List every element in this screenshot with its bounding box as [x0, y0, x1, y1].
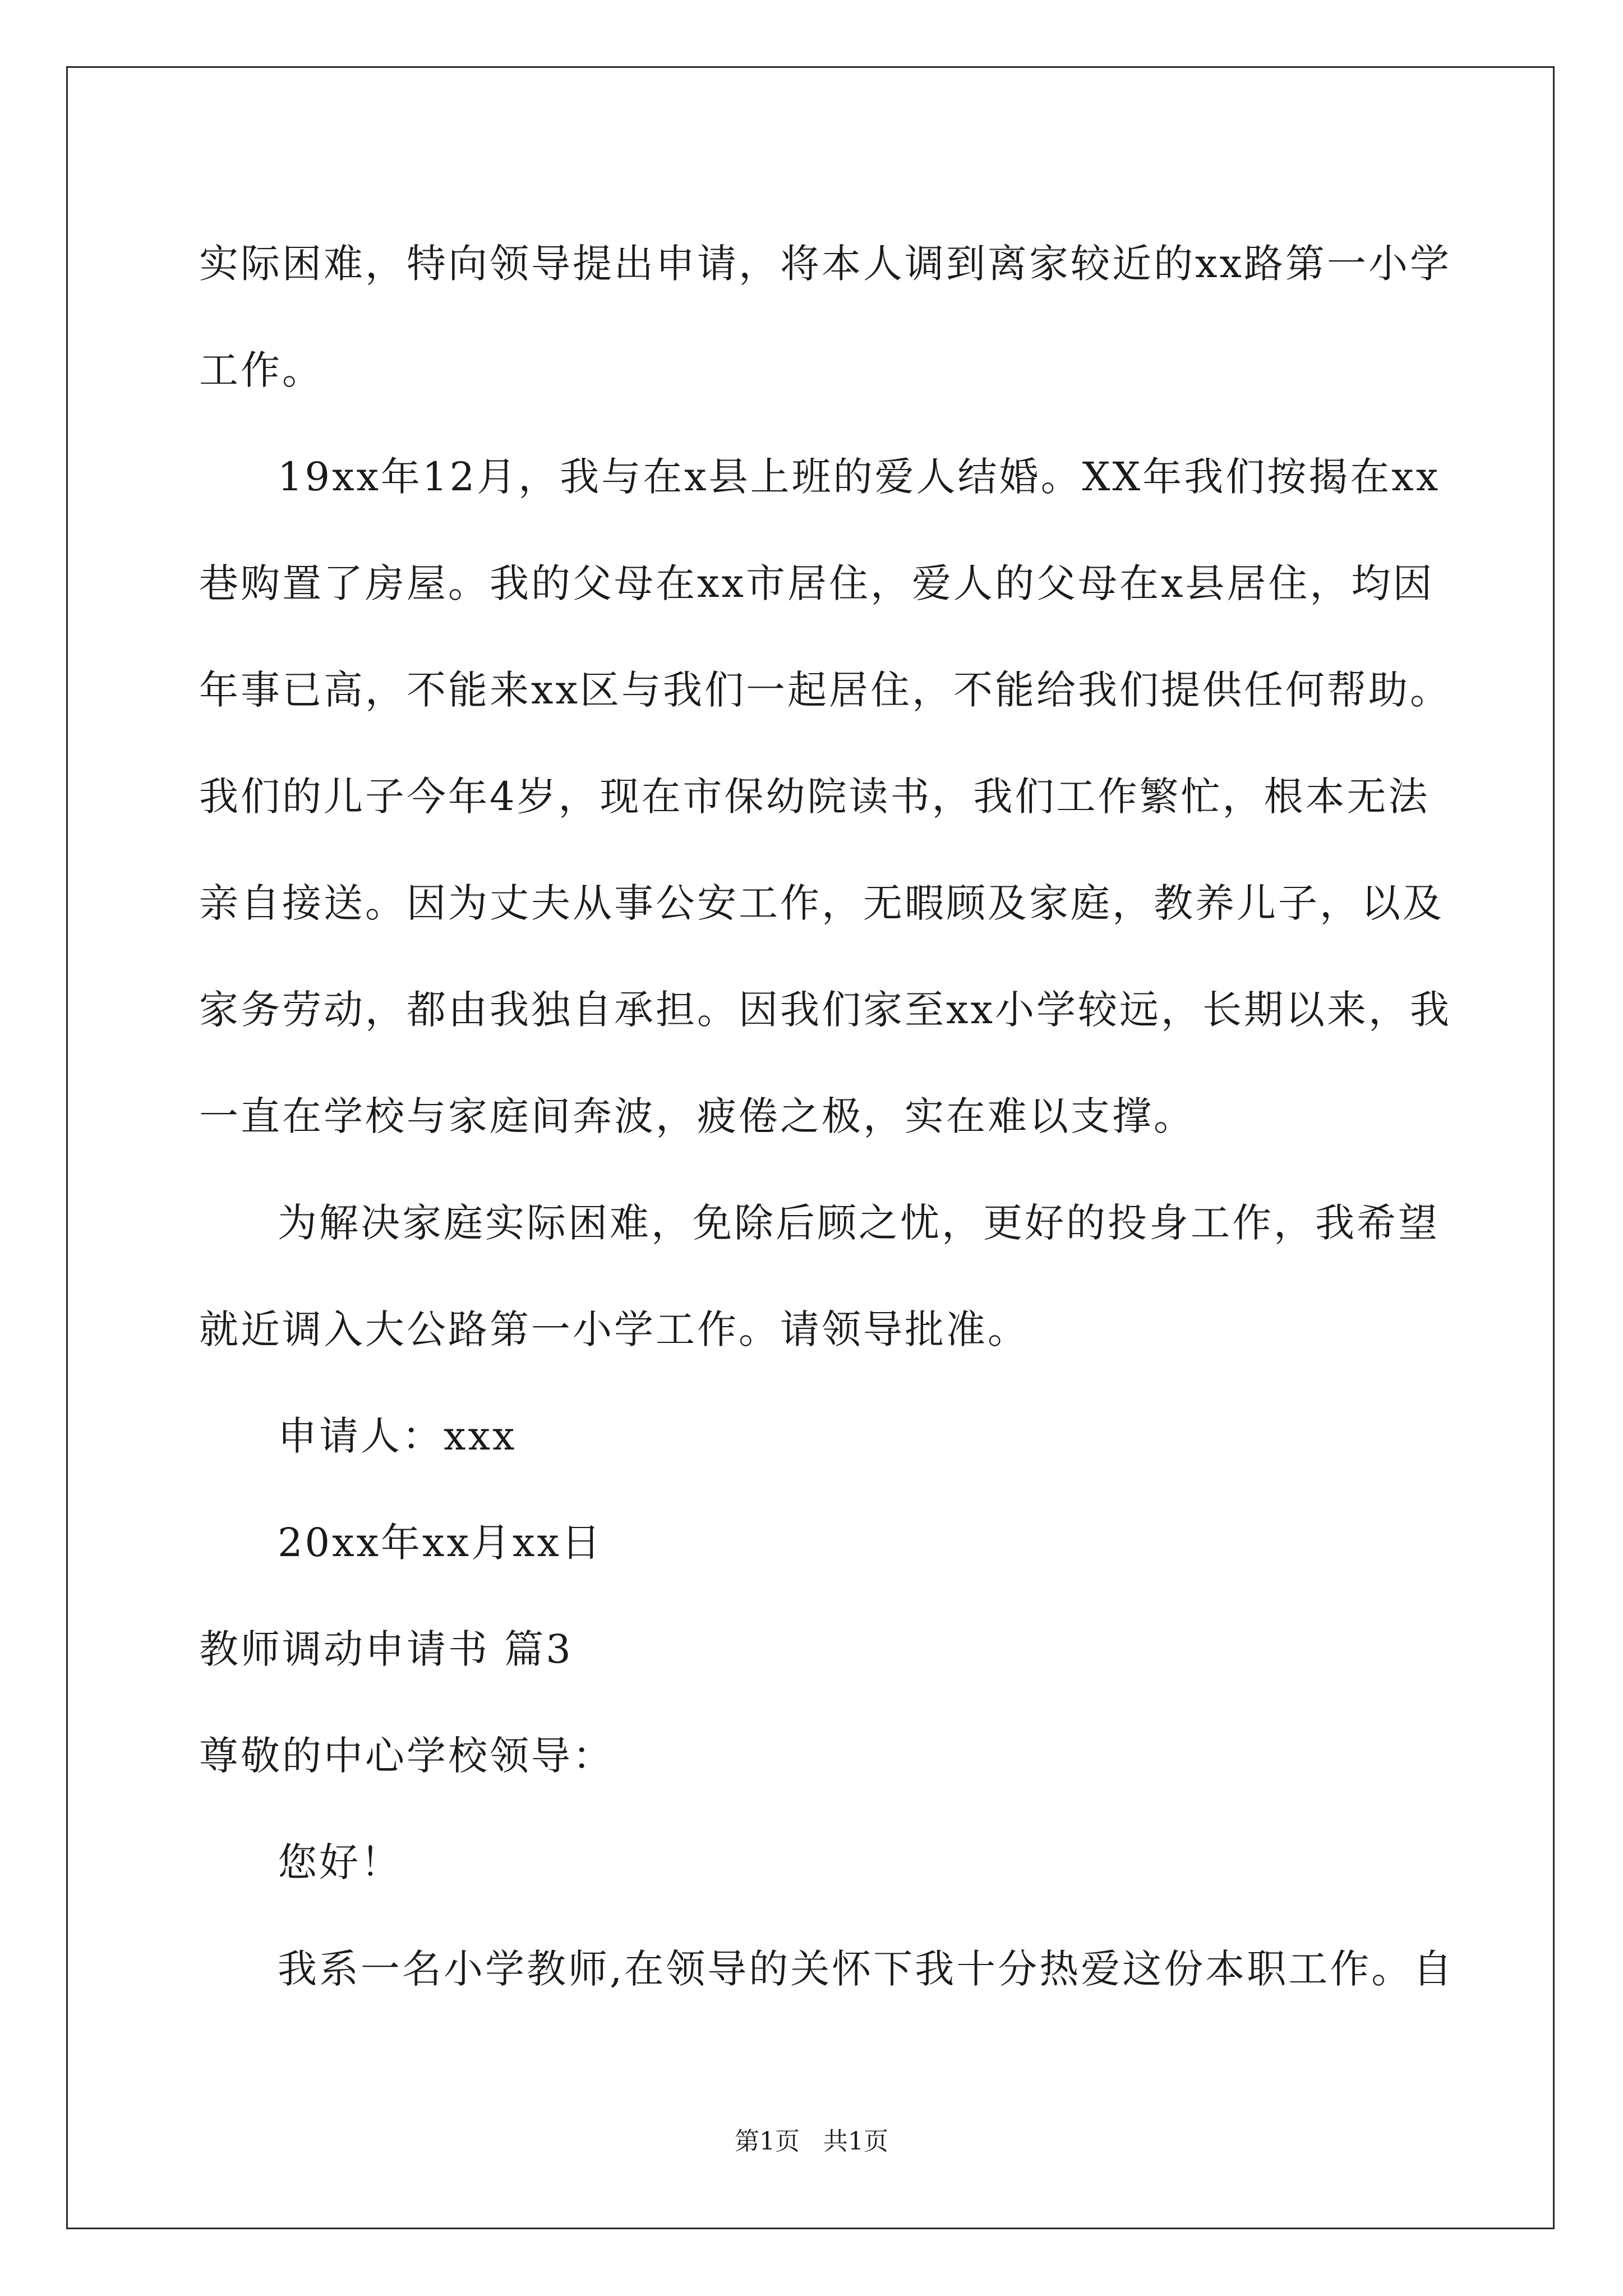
text-line: 我系一名小学教师,在领导的关怀下我十分热爱这份本职工作。自 — [278, 1946, 1455, 1992]
text-line: 19xx年12月，我与在x县上班的爱人结婚。XX年我们按揭在xx — [278, 454, 1441, 500]
greeting: 您好！ — [278, 1839, 402, 1885]
page-number: 第1页 共1页 — [735, 2127, 888, 2156]
text-line: 巷购置了房屋。我的父母在xx市居住，爱人的父母在x县居住，均因 — [199, 560, 1435, 606]
text-line: 就近调入大公路第一小学工作。请领导批准。 — [199, 1306, 1029, 1352]
text-line: 家务劳动，都由我独自承担。因我们家至xx小学较远，长期以来，我 — [199, 987, 1451, 1033]
text-line: 工作。 — [199, 347, 324, 393]
text-line: 实际困难，特向领导提出申请，将本人调到离家较近的xx路第一小学 — [199, 241, 1451, 287]
text-line: 年事已高，不能来xx区与我们一起居住，不能给我们提供任何帮助。 — [199, 667, 1451, 713]
text-line: 一直在学校与家庭间奔波，疲倦之极，实在难以支撑。 — [199, 1093, 1195, 1139]
applicant-line: 申请人：xxx — [278, 1413, 517, 1459]
date-line: 20xx年xx月xx日 — [278, 1520, 603, 1566]
document-body — [199, 210, 1455, 2022]
text-line: 我们的儿子今年4岁，现在市保幼院读书，我们工作繁忙，根本无法 — [199, 774, 1430, 820]
text-line: 为解决家庭实际困难，免除后顾之忧，更好的投身工作，我希望 — [278, 1200, 1440, 1246]
section-title: 教师调动申请书 篇3 — [199, 1626, 573, 1672]
salutation: 尊敬的中心学校领导： — [199, 1733, 614, 1779]
text-line: 亲自接送。因为丈夫从事公安工作，无暇顾及家庭，教养儿子，以及 — [199, 880, 1444, 926]
